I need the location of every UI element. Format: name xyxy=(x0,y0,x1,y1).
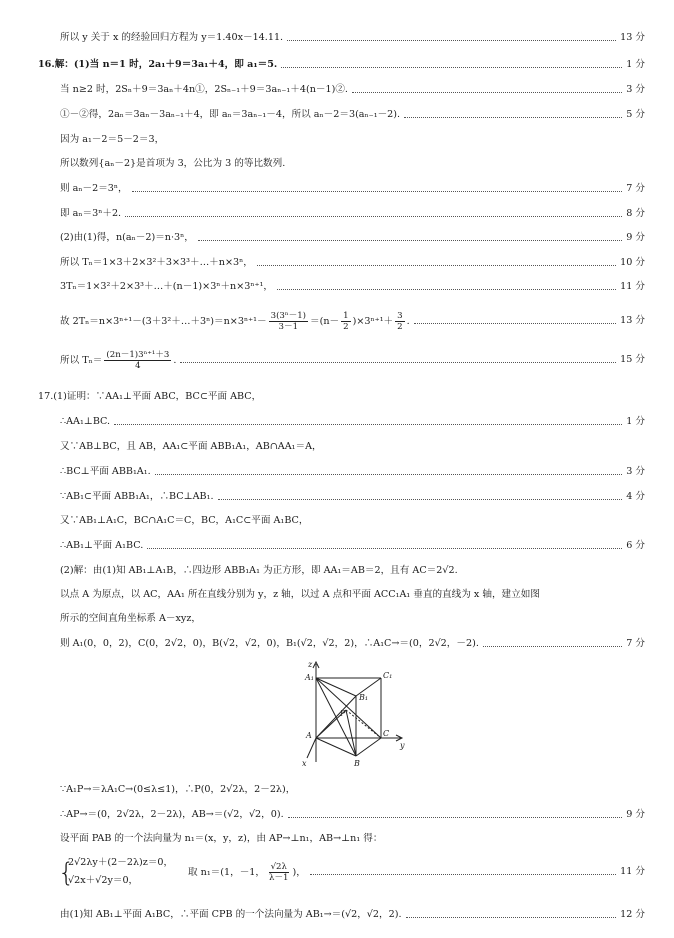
answer-line xyxy=(60,833,645,845)
score: 5 分 xyxy=(626,109,645,120)
equation-system-brace: { xyxy=(58,858,75,888)
score: 12 分 xyxy=(620,909,645,920)
line-text: ∴AB₁⊥平面 A₁BC. xyxy=(60,540,144,551)
line-text xyxy=(60,311,410,332)
answer-line xyxy=(60,909,645,921)
score: 4 分 xyxy=(626,491,645,502)
score: 9 分 xyxy=(626,232,645,243)
answer-line xyxy=(60,109,645,121)
line-text: 所以 Tₙ＝1×3＋2×3²＋3×3³＋…＋n×3ⁿ， xyxy=(60,257,253,268)
label-x: x xyxy=(302,759,307,768)
answer-line xyxy=(60,134,645,146)
answer-line xyxy=(60,208,645,220)
system-equation-2: √2x＋√2y＝0， xyxy=(68,875,139,886)
answer-line xyxy=(60,613,645,625)
fraction xyxy=(104,350,171,371)
dot-leader xyxy=(180,362,616,363)
answer-line xyxy=(38,59,645,71)
dot-leader xyxy=(114,424,622,425)
line-text-part: ＝ xyxy=(310,315,320,327)
segment-a-b1 xyxy=(316,696,356,738)
score: 8 分 xyxy=(626,208,645,219)
line-text: 又∵AB⊥BC，且 AB，AA₁⊂平面 ABB₁A₁，AB∩AA₁＝A， xyxy=(60,441,322,452)
answer-line xyxy=(60,232,645,244)
line-text: ①－②得，2aₙ＝3aₙ－3aₙ₋₁＋4，即 aₙ＝3aₙ₋₁－4，所以 aₙ－2＝3(aₙ₋₁－2). xyxy=(60,109,401,120)
line-text: ∵AB₁⊂平面 ABB₁A₁，∴BC⊥AB₁. xyxy=(60,491,214,502)
answer-line xyxy=(60,784,645,796)
answer-line xyxy=(60,466,645,478)
score: 1 分 xyxy=(626,416,645,427)
line-text: ∵A₁P→＝λA₁C→(0≤λ≤1)，∴P(0，2√2λ，2－2λ)， xyxy=(60,784,296,795)
line-text-part: . xyxy=(173,354,177,366)
score: 13 分 xyxy=(620,315,645,326)
label-c1: C₁ xyxy=(383,671,393,680)
score: 9 分 xyxy=(626,809,645,820)
label-p: P xyxy=(340,709,346,718)
fraction-denominator: 2 xyxy=(343,321,349,332)
score: 7 分 xyxy=(626,638,645,649)
line-text-part: )， xyxy=(292,866,306,878)
fraction-denominator: 2 xyxy=(397,321,403,332)
line-text: 当 n≥2 时，2Sₙ＋9＝3aₙ＋4n①，2Sₙ₋₁＋9＝3aₙ₋₁＋4(n－1)②. xyxy=(60,84,348,95)
line-text-part: 故 2Tₙ＝n×3ⁿ⁺¹－(3＋3²＋…＋3ⁿ)＝n×3ⁿ⁺¹－ xyxy=(60,315,267,327)
label-b: B xyxy=(354,759,360,768)
dot-leader xyxy=(287,40,616,41)
line-text: ∴BC⊥平面 ABB₁A₁. xyxy=(60,466,151,477)
line-text: 则 A₁(0，0，2)，C(0，2√2，0)，B(√2，√2，0)，B₁(√2，√2，2)，∴A₁C→＝(0，2√2，－2). xyxy=(60,638,479,649)
fraction-numerator: 3 xyxy=(397,310,403,321)
answer-line xyxy=(60,257,645,269)
score: 10 分 xyxy=(620,257,645,268)
fraction-numerator: 3(3ⁿ－1) xyxy=(270,310,307,321)
fraction-denominator: λ－1 xyxy=(269,872,289,883)
line-text-part: . xyxy=(406,315,410,327)
score: 1 分 xyxy=(626,59,645,70)
line-text: 所以 y 关于 x 的经验回归方程为 y＝1.40x－14.11. xyxy=(60,32,284,43)
dot-leader xyxy=(281,67,622,68)
edge-b-c xyxy=(356,738,381,756)
line-text: 所以数列{aₙ－2}是首项为 3，公比为 3 的等比数列. xyxy=(60,158,286,169)
fraction-numerator: 1 xyxy=(343,310,349,321)
line-text-part: 取 n₁＝(1，－1， xyxy=(188,866,265,878)
edge-a-b xyxy=(316,738,356,756)
answer-line xyxy=(60,565,645,577)
dot-leader xyxy=(352,92,622,93)
score: 11 分 xyxy=(620,866,645,877)
line-text: 由(1)知 AB₁⊥平面 A₁BC，∴平面 CPB 的一个法向量为 AB₁→＝(√2，√2，2). xyxy=(60,909,402,920)
line-text: 则 aₙ－2＝3ⁿ， xyxy=(60,183,128,194)
answer-line xyxy=(60,158,645,170)
label-b1: B₁ xyxy=(359,693,369,702)
fraction xyxy=(395,311,404,332)
system-equation-1: 2√2λy＋(2－2λ)z＝0， xyxy=(68,857,174,868)
prism-figure xyxy=(296,658,408,770)
dot-leader xyxy=(132,191,623,192)
line-text: 所示的空间直角坐标系 A－xyz， xyxy=(60,613,201,624)
dot-leader xyxy=(406,917,617,918)
score: 13 分 xyxy=(620,32,645,43)
line-text-part: )×3ⁿ⁺¹＋ xyxy=(352,315,394,327)
answer-line xyxy=(60,348,645,372)
dot-leader xyxy=(147,548,622,549)
fraction xyxy=(267,862,291,883)
dot-leader xyxy=(310,874,616,875)
answer-line xyxy=(60,540,645,552)
fraction-denominator: 3－1 xyxy=(278,321,299,332)
segment-p-b xyxy=(346,710,356,756)
dot-leader xyxy=(218,499,623,500)
line-text-part: 所以 Tₙ＝ xyxy=(60,354,103,366)
answer-line xyxy=(188,860,645,884)
score: 3 分 xyxy=(626,84,645,95)
answer-line xyxy=(60,183,645,195)
line-text: 设平面 PAB 的一个法向量为 n₁＝(x，y，z)，由 AP→⊥n₁，AB→⊥n₁ 得： xyxy=(60,833,383,844)
line-text: (2)由(1)得，n(aₙ－2)＝n·3ⁿ， xyxy=(60,232,194,243)
fraction-numerator: √2λ xyxy=(270,861,287,872)
dot-leader xyxy=(198,240,622,241)
score: 7 分 xyxy=(626,183,645,194)
dot-leader xyxy=(155,474,623,475)
fraction xyxy=(341,311,350,332)
line-text: 又∵AB₁⊥A₁C，BC∩A₁C＝C，BC，A₁C⊂平面 A₁BC， xyxy=(60,515,309,526)
answer-line xyxy=(60,638,645,650)
answer-line xyxy=(60,515,645,527)
dot-leader xyxy=(404,117,622,118)
answer-line xyxy=(38,391,645,403)
line-text: (2)解：由(1)知 AB₁⊥A₁B，∴四边形 ABB₁A₁ 为正方形，即 AA₁＝AB＝2，且有 AC＝2√2. xyxy=(60,565,458,576)
label-a: A xyxy=(306,731,312,740)
line-text: 即 aₙ＝3ⁿ＋2. xyxy=(60,208,122,219)
dot-leader xyxy=(414,323,616,324)
fraction-numerator: (2n－1)3ⁿ⁺¹＋3 xyxy=(106,349,170,360)
line-text xyxy=(60,350,176,371)
dot-leader xyxy=(277,289,616,290)
line-text: ∴AA₁⊥BC. xyxy=(60,416,111,427)
fraction-denominator: 4 xyxy=(135,360,141,371)
answer-line xyxy=(60,84,645,96)
answer-line xyxy=(60,32,645,44)
line-text-part: (n－ xyxy=(319,315,340,327)
score: 15 分 xyxy=(620,354,645,365)
x-axis xyxy=(307,738,316,758)
answer-line xyxy=(60,416,645,428)
line-text: ∴AP→＝(0，2√2λ，2－2λ)，AB→＝(√2，√2，0). xyxy=(60,809,284,820)
answer-line xyxy=(60,309,645,333)
line-text: 以点 A 为原点，以 AC，AA₁ 所在直线分别为 y，z 轴，以过 A 点和平面 ACC₁A₁ 垂直的直线为 x 轴，建立如图 xyxy=(60,589,540,600)
score: 6 分 xyxy=(626,540,645,551)
line-text: 16.解：(1)当 n＝1 时，2a₁＋9＝3a₁＋4，即 a₁＝5. xyxy=(38,59,278,70)
line-text: 3Tₙ＝1×3²＋2×3³＋…＋(n－1)×3ⁿ＋n×3ⁿ⁺¹， xyxy=(60,281,274,292)
dot-leader xyxy=(257,265,616,266)
dot-leader xyxy=(125,216,622,217)
answer-line xyxy=(60,809,645,821)
label-y: y xyxy=(400,741,405,750)
answer-line xyxy=(60,281,645,293)
dot-leader xyxy=(288,817,623,818)
answer-line xyxy=(60,589,645,601)
answer-line xyxy=(60,491,645,503)
fraction xyxy=(269,311,308,332)
line-text: 因为 a₁－2＝5－2＝3， xyxy=(60,134,165,145)
edge-a1-b1 xyxy=(316,678,356,696)
score: 11 分 xyxy=(620,281,645,292)
line-text xyxy=(188,862,306,883)
label-a1: A₁ xyxy=(305,673,314,682)
dot-leader xyxy=(483,646,622,647)
label-c: C xyxy=(383,729,390,738)
answer-line xyxy=(60,441,645,453)
score: 3 分 xyxy=(626,466,645,477)
line-text: 17.(1)证明：∵AA₁⊥平面 ABC，BC⊂平面 ABC， xyxy=(38,391,262,402)
label-z: z xyxy=(308,660,313,669)
